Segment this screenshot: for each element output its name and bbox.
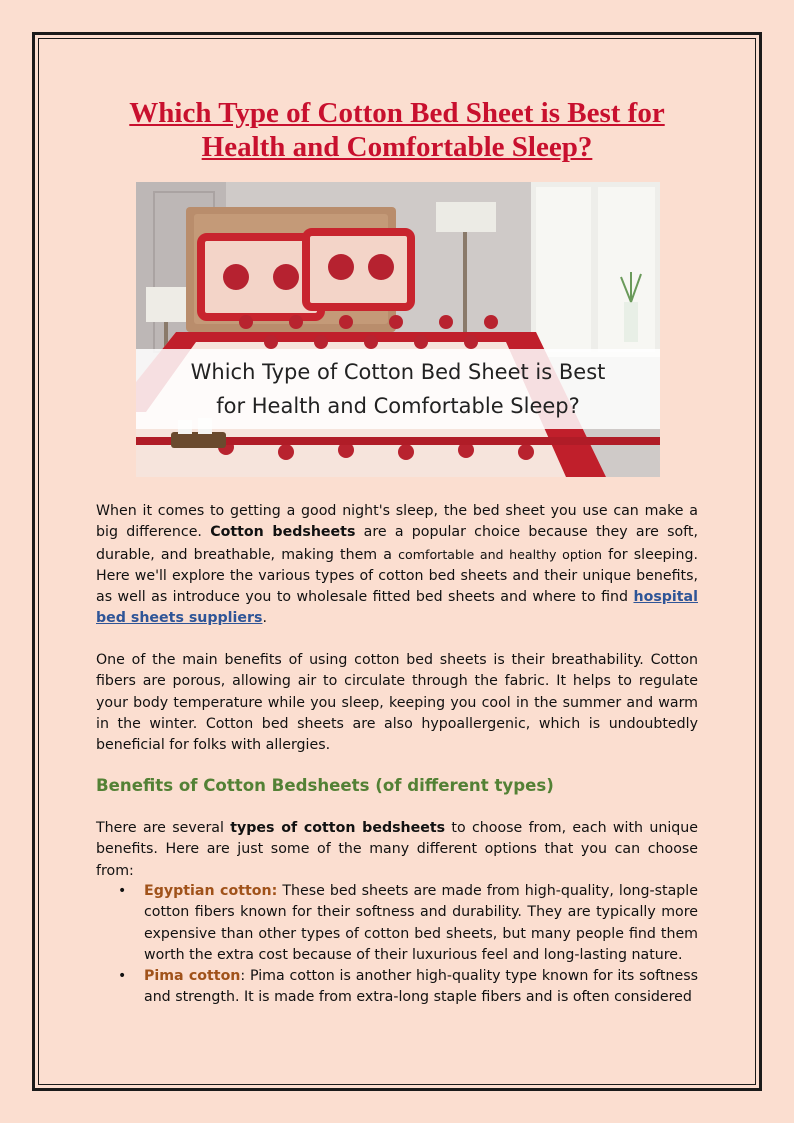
left-lamp-shade xyxy=(146,287,186,322)
hero-caption-line-1: Which Type of Cotton Bed Sheet is Best xyxy=(190,360,606,384)
title-line-1: Which Type of Cotton Bed Sheet is Best for xyxy=(129,97,665,129)
intro-text-end: . xyxy=(262,610,267,627)
intro-text-a: When it comes to getting a good night's sleep, the bed sheet you use can make a big difference. xyxy=(96,503,698,541)
hero-image xyxy=(136,182,660,477)
page-title xyxy=(96,96,698,164)
breathability-paragraph: One of the main benefits of using cotton bed sheets is their breathability. Cotton fibers are porous, allowing air to circulate through the fabric. It helps to regulate your body temperature while you sleep, keeping you cool in the summer and warm in the winter. Cotton bed sheets are also hypoallergenic, which is undoubtedly beneficial for folks with allergies. xyxy=(96,652,698,754)
list-item-term: Egyptian cotton: xyxy=(144,883,278,899)
list-item xyxy=(96,881,698,966)
bedroom-illustration xyxy=(136,182,660,477)
hero-caption-line-2: for Health and Comfortable Sleep? xyxy=(216,394,580,418)
hero-caption-banner xyxy=(136,349,660,429)
right-lamp-shade xyxy=(436,202,496,232)
title-line-2: Health and Comfortable Sleep? xyxy=(201,131,593,163)
types-paragraph xyxy=(96,818,698,882)
intro-text-c: for sleeping. Here we'll explore the various types of cotton bed sheets and their unique benefits, as well as introduce you to wholesale fitted bed sheets and where to find xyxy=(96,546,699,606)
intro-paragraph xyxy=(96,501,698,630)
list-item-text: : Pima cotton is another high-quality type known for its softness and strength. It is made from extra-long staple fibers and is often considered xyxy=(144,968,698,1006)
bullet-icon: • xyxy=(118,883,127,899)
list-item-text: These bed sheets are made from high-quality, long-staple cotton fibers known for their softness and durability. They are typically more expensive than other types of cotton bed sheets, but many people find them worth the extra cost because of their luxurious feel and long-lasting nature. xyxy=(144,883,698,963)
section-heading: Benefits of Cotton Bedsheets (of different types) xyxy=(96,776,554,795)
cotton-types-list xyxy=(96,881,698,1009)
list-item xyxy=(96,966,698,1009)
bullet-icon: • xyxy=(118,968,127,985)
hospital-bed-sheets-suppliers-link[interactable]: hospital bed sheets suppliers xyxy=(96,589,698,627)
types-bold-term: types of cotton bedsheets xyxy=(230,820,446,836)
intro-text-b: are a popular choice because they are soft, durable, and breathable, making them a xyxy=(96,524,698,563)
intro-small-text: comfortable and healthy option xyxy=(398,546,602,562)
list-item-term: Pima cotton xyxy=(144,968,241,985)
intro-bold-term: Cotton bedsheets xyxy=(210,524,356,541)
types-text-b: to choose from, each with unique benefits. Here are just some of the many different options that you can choose from: xyxy=(96,820,698,879)
types-text-a: There are several xyxy=(96,820,231,836)
